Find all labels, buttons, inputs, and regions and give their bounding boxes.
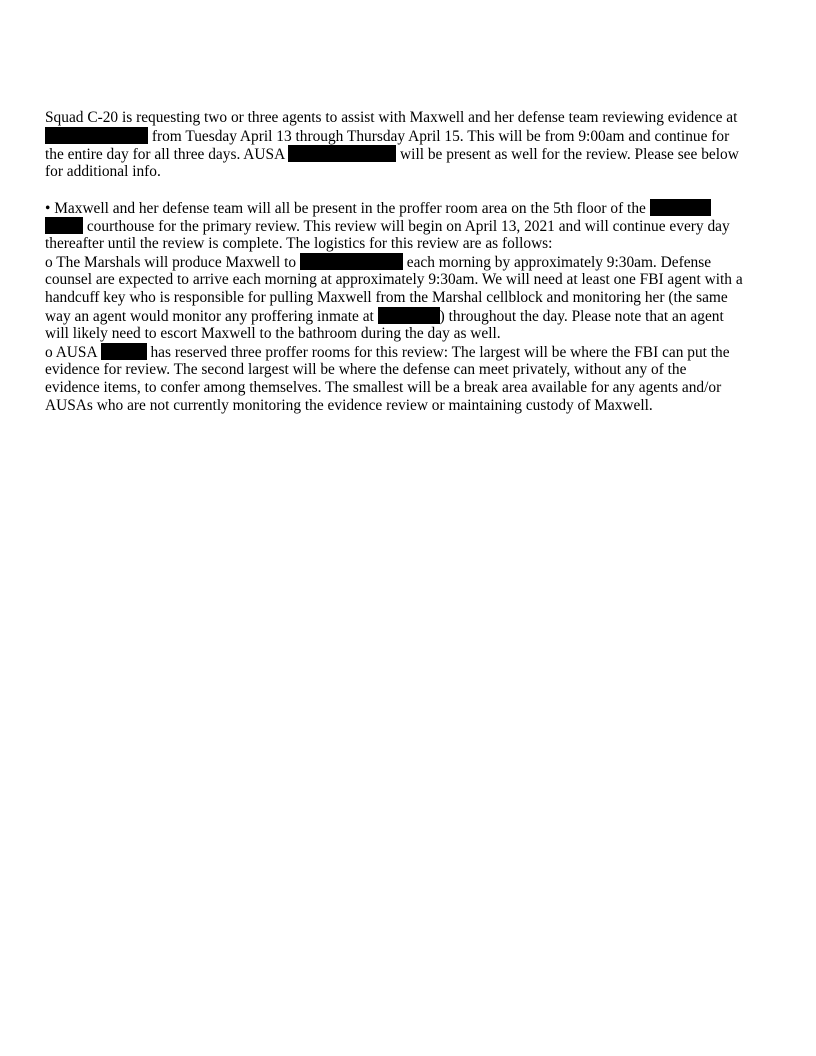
body-text: • Maxwell and her defense team will all be present in the proffer room area on the 5th floor of the — [45, 200, 650, 217]
body-text: o The Marshals will produce Maxwell to — [45, 254, 300, 271]
body-text-line — [45, 253, 711, 271]
redaction-block — [300, 253, 403, 270]
body-text: o AUSA — [45, 344, 101, 361]
body-text-line — [45, 379, 721, 397]
redaction-block — [378, 307, 440, 324]
body-text: counsel are expected to arrive each morning at approximately 9:30am. We will need at least one FBI agent with a — [45, 271, 743, 288]
body-text-line — [45, 109, 737, 127]
body-text: for additional info. — [45, 163, 161, 180]
redaction-block — [45, 217, 83, 234]
body-text: from Tuesday April 13 through Thursday April 15. This will be from 9:00am and continue for — [148, 128, 730, 145]
body-text: way an agent would monitor any proffering inmate at — [45, 308, 378, 325]
redaction-block — [650, 199, 711, 216]
redaction-block — [288, 145, 396, 162]
body-text-line — [45, 397, 653, 415]
body-text: evidence for review. The second largest will be where the defense can meet privately, without any of the — [45, 361, 687, 378]
body-text: handcuff key who is responsible for pulling Maxwell from the Marshal cellblock and monitoring her (the same — [45, 289, 728, 306]
body-text: thereafter until the review is complete. The logistics for this review are as follows: — [45, 235, 553, 252]
body-text: AUSAs who are not currently monitoring the evidence review or maintaining custody of Maxwell. — [45, 397, 653, 414]
body-text: has reserved three proffer rooms for this review: The largest will be where the FBI can put the — [146, 344, 730, 361]
body-text: ) throughout the day. Please note that an agent — [439, 308, 724, 325]
body-text-line — [45, 217, 730, 235]
body-text-line — [45, 199, 711, 217]
body-text-line — [45, 127, 729, 145]
body-text: evidence items, to confer among themselves. The smallest will be a break area available for any agents and/or — [45, 379, 722, 396]
body-text-line — [45, 289, 728, 307]
body-text: will likely need to escort Maxwell to the bathroom during the day as well. — [45, 325, 501, 342]
body-text-line — [45, 307, 724, 325]
body-text: the entire day for all three days. AUSA — [45, 146, 289, 163]
body-text: courthouse for the primary review. This review will begin on April 13, 2021 and will continue every day — [83, 218, 730, 235]
body-text-line — [45, 361, 686, 379]
redaction-block — [45, 127, 148, 144]
redaction-block — [101, 343, 147, 360]
body-text-line — [45, 325, 501, 343]
body-text-line — [45, 145, 739, 163]
body-text: each morning by approximately 9:30am. Defense — [402, 254, 712, 271]
body-text-line — [45, 271, 743, 289]
body-text-line — [45, 235, 552, 253]
body-text-line — [45, 163, 161, 181]
body-text: will be present as well for the review. Please see below — [396, 146, 739, 163]
body-text: Squad C-20 is requesting two or three agents to assist with Maxwell and her defense team reviewing evidence at — [45, 109, 738, 126]
body-text-line — [45, 343, 730, 361]
